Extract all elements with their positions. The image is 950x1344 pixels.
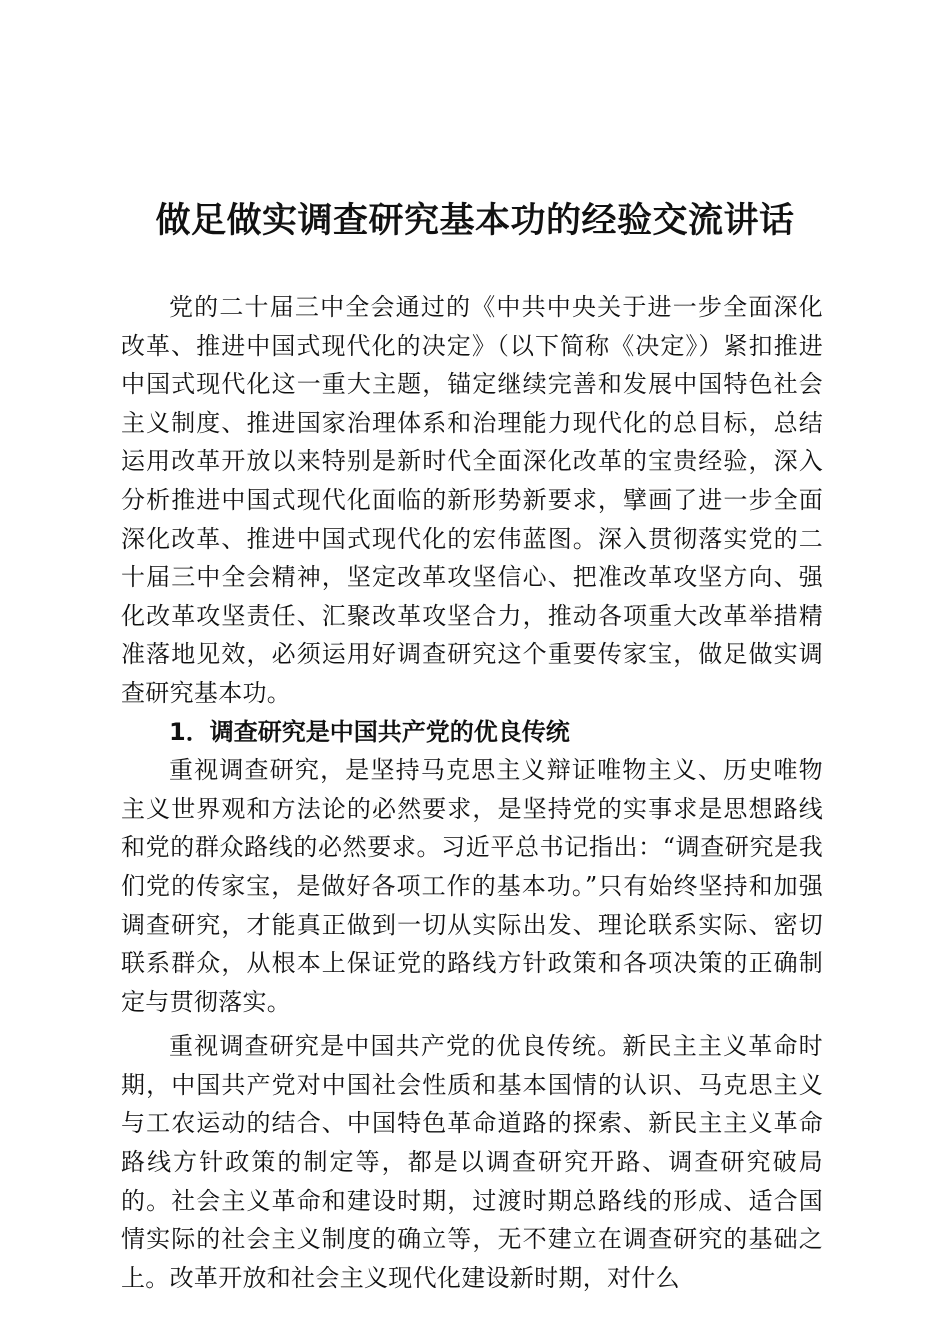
paragraph-intro: 党的二十届三中全会通过的《中共中央关于进一步全面深化改革、推进中国式现代化的决定》（以下简称《决定》）紧扣推进中国式现代化这一重大主题，锚定继续完善和发展中国特色社会主义制度、推进国家治理体系和治理能力现代化的总目标，总结运用改革开放以来特别是新时代全面深化改革的宝贵经验，深入分析推进中国式现代化面临的新形势新要求，擘画了进一步全面深化改革、推进中国式现代化的宏伟蓝图。深入贯彻落实党的二十届三中全会精神，坚定改革攻坚信心、把准改革攻坚方向、强化改革攻坚责任、汇聚改革攻坚合力，推动各项重大改革举措精准落地见效，必须运用好调查研究这个重要传家宝，做足做实调查研究基本功。 [121,293,823,707]
paragraph-importance: 重视调查研究，是坚持马克思主义辩证唯物主义、历史唯物主义世界观和方法论的必然要求，是坚持党的实事求是思想路线和党的群众路线的必然要求。习近平总书记指出：“调查研究是我们党的传家宝，是做好各项工作的基本功。”只有始终坚持和加强调查研究，才能真正做到一切从实际出发、理论联系实际、密切联系群众，从根本上保证党的路线方针政策和各项决策的正确制定与贯彻落实。 [121,756,823,1016]
paragraph-tradition: 重视调查研究是中国共产党的优良传统。新民主主义革命时期，中国共产党对中国社会性质和基本国情的认识、马克思主义与工农运动的结合、中国特色革命道路的探索、新民主主义革命路线方针政策的制定等，都是以调查研究开路、调查研究破局的。社会主义革命和建设时期，过渡时期总路线的形成、适合国情实际的社会主义制度的确立等，无不建立在调查研究的基础之上。改革开放和社会主义现代化建设新时期，对什么 [121,1032,823,1292]
section-heading: 1．调查研究是中国共产党的优良传统 [169,717,570,746]
document-body [121,288,823,1297]
document-title: 做足做实调查研究基本功的经验交流讲话 [155,200,795,241]
